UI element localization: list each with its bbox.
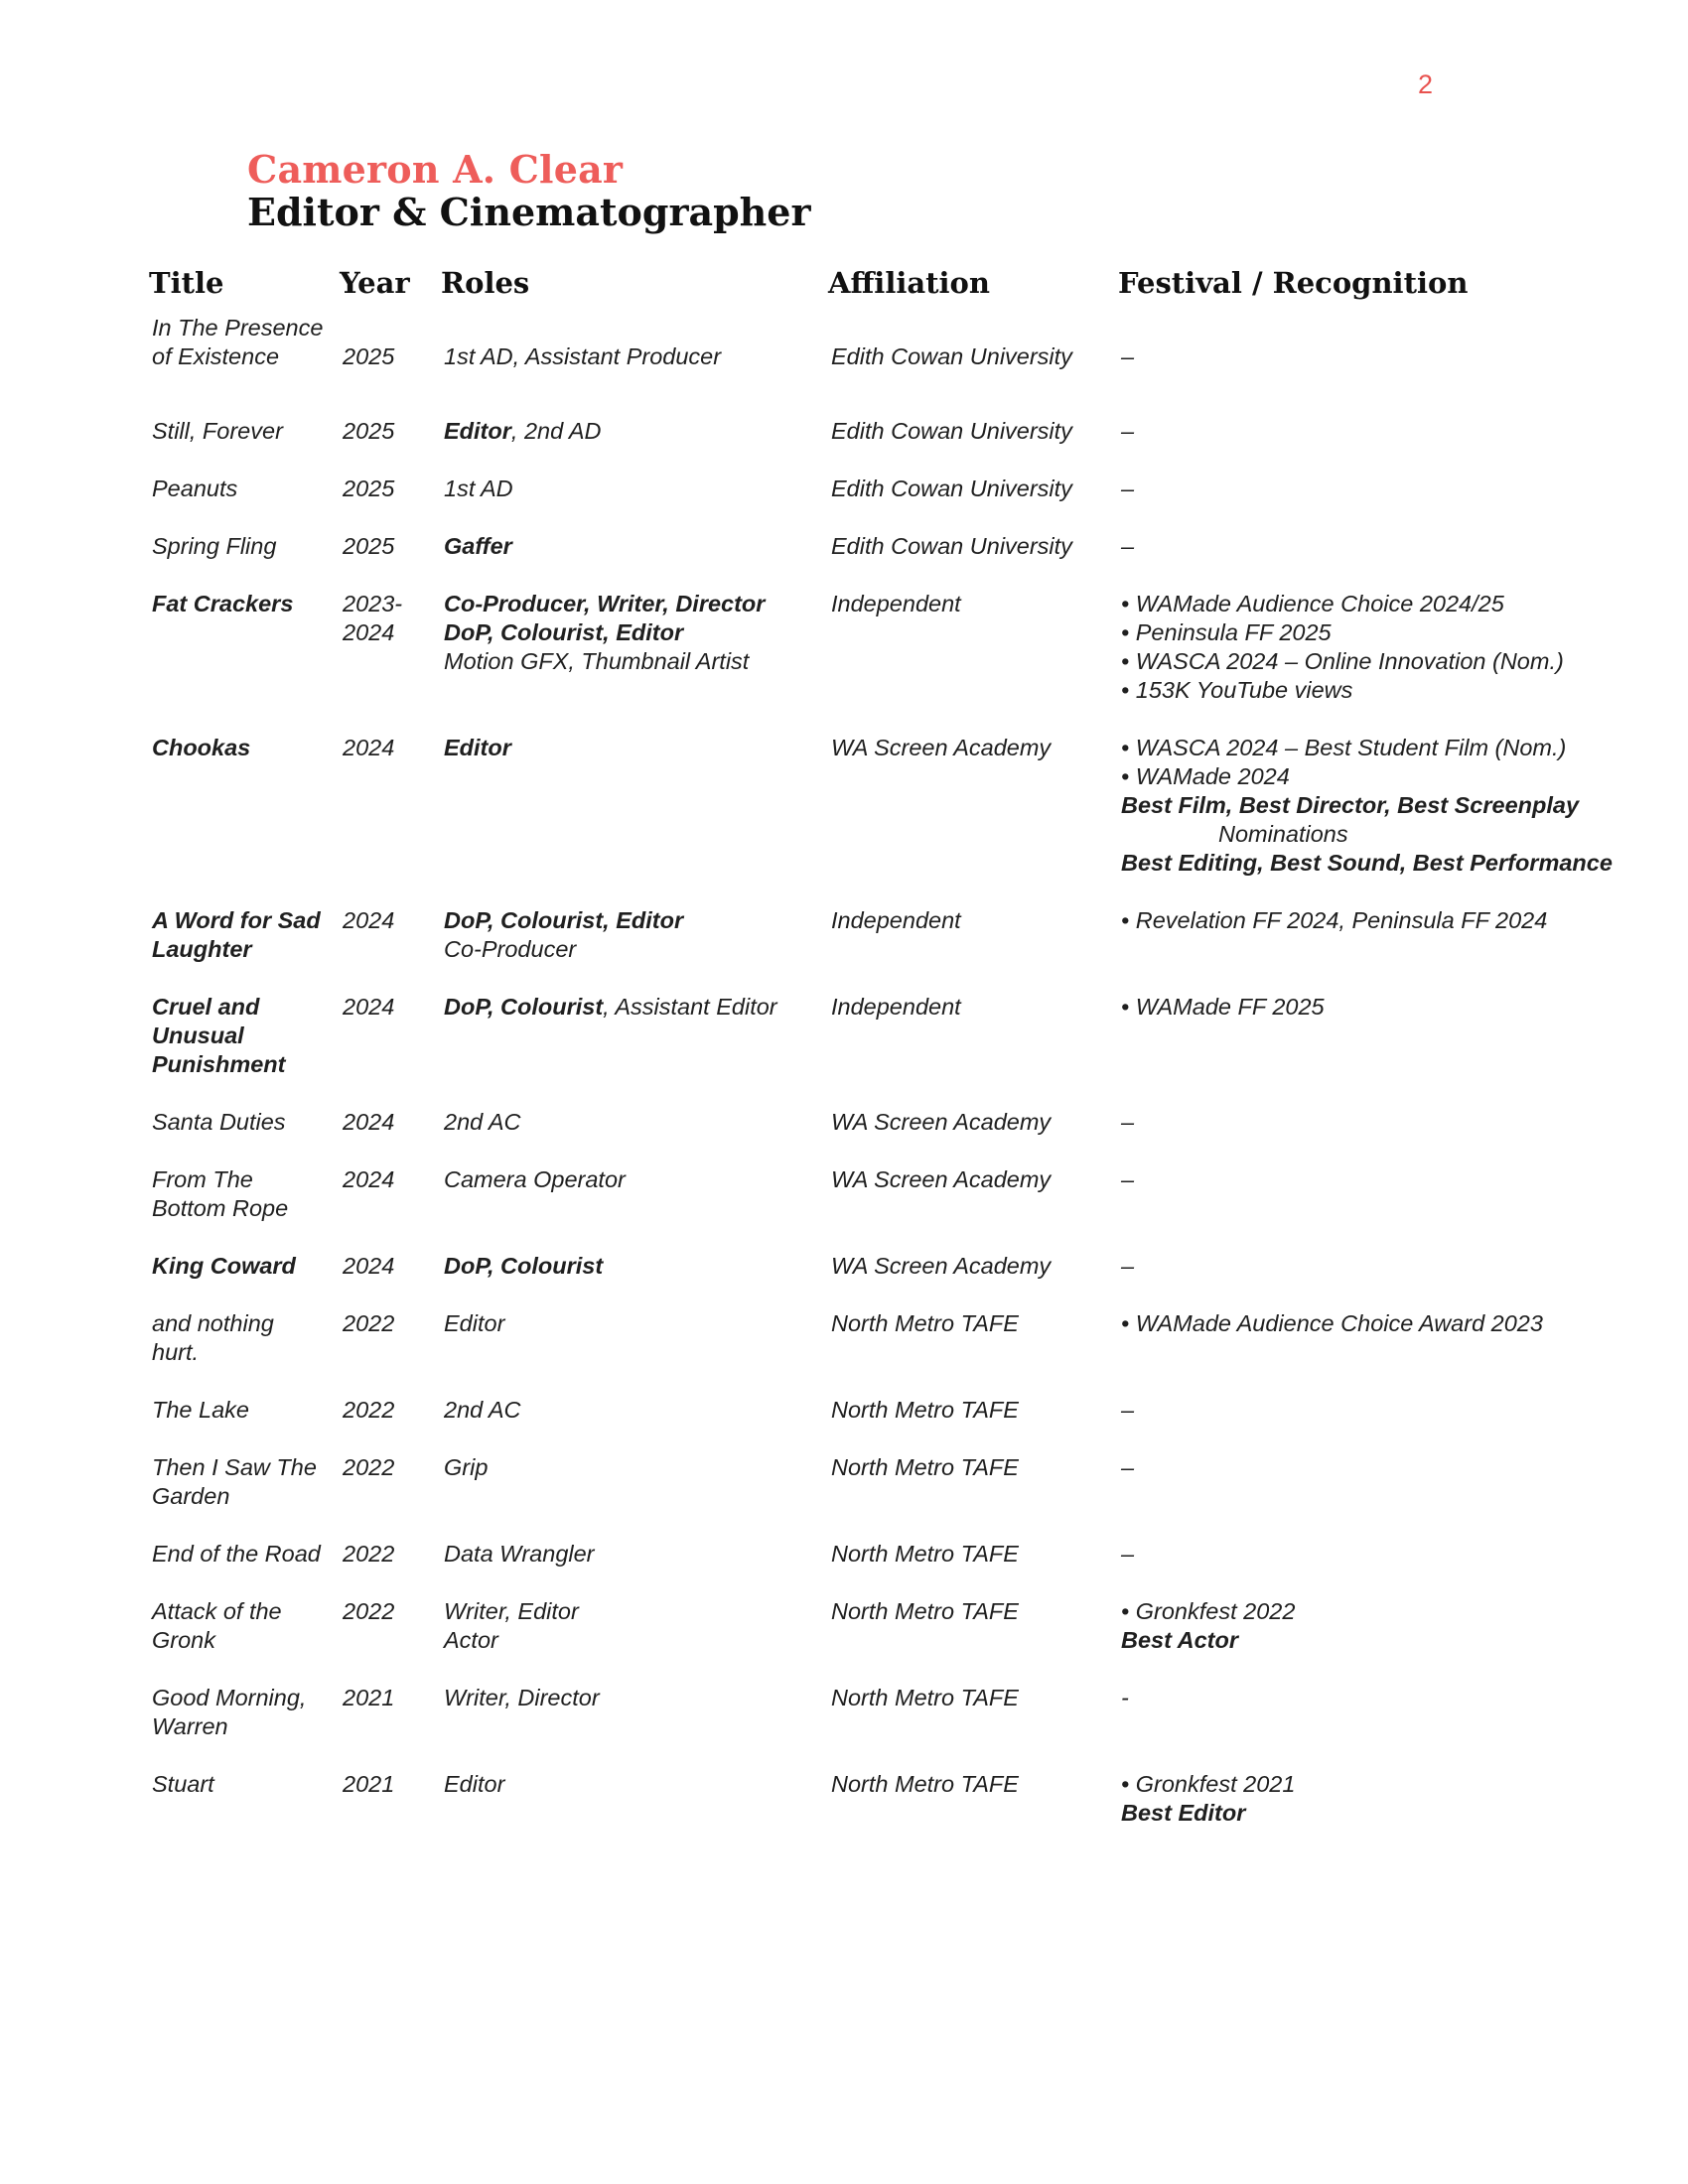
award-text: • WAMade FF 2025: [1121, 994, 1325, 1020]
credit-affiliation: [828, 314, 1118, 417]
credit-title-line: of Existence: [152, 343, 280, 369]
role-text: Writer, Director: [444, 1685, 600, 1710]
credit-title-line: Unusual: [152, 1023, 244, 1048]
award-text: –: [1121, 533, 1135, 559]
credit-title-line: Spring Fling: [152, 533, 277, 559]
column-header-year: Year: [340, 266, 410, 300]
award-text-bold: Best Film, Best Director, Best Screenplay: [1121, 792, 1580, 818]
table-row: [149, 1597, 1579, 1684]
credit-title-line: Attack of the: [152, 1598, 282, 1624]
award-text-bold: Best Editor: [1121, 1800, 1246, 1826]
credit-affiliation-line: North Metro TAFE: [831, 1310, 1019, 1336]
role-text: Editor: [444, 1771, 505, 1797]
credit-roles: [441, 1453, 828, 1540]
credit-year: [340, 906, 441, 993]
award-text: • Gronkfest 2022: [1121, 1598, 1296, 1624]
credit-title: [149, 314, 340, 417]
credit-year-line: 2022: [343, 1598, 395, 1624]
award-text: • WASCA 2024 – Online Innovation (Nom.): [1121, 648, 1564, 674]
credit-festival: [1118, 1540, 1579, 1597]
table-row: [149, 1309, 1579, 1396]
credit-year: [340, 1396, 441, 1453]
festival-line: [1121, 314, 1579, 342]
credit-roles: [441, 1309, 828, 1396]
role-text-bold: DoP, Colourist: [444, 1253, 604, 1279]
credit-roles-line: [444, 1453, 828, 1482]
credit-year: [340, 314, 441, 417]
credit-year: [340, 532, 441, 590]
credit-year: [340, 1108, 441, 1165]
award-text: [1121, 315, 1128, 341]
festival-line: [1121, 1108, 1579, 1137]
credit-title-line: A Word for Sad: [152, 907, 321, 933]
credit-roles-line: [444, 1770, 828, 1799]
role-text: Camera Operator: [444, 1166, 626, 1192]
credit-affiliation-line: North Metro TAFE: [831, 1685, 1019, 1710]
table-row: [149, 1770, 1579, 1856]
role-text: , Assistant Editor: [603, 994, 777, 1020]
credit-title: [149, 1309, 340, 1396]
festival-line: [1121, 1309, 1579, 1338]
credit-roles: [441, 532, 828, 590]
table-row: [149, 1108, 1579, 1165]
credit-title: [149, 1540, 340, 1597]
role-text: 1st AD, Assistant Producer: [444, 343, 722, 369]
credit-roles-line: [444, 532, 828, 561]
credit-year-line: 2025: [343, 533, 395, 559]
festival-line: [1121, 1540, 1579, 1569]
credit-affiliation-line: WA Screen Academy: [831, 1253, 1052, 1279]
role-text: Co-Producer: [444, 936, 577, 962]
person-subtitle: Editor & Cinematographer: [247, 189, 811, 234]
role-text: Grip: [444, 1454, 489, 1480]
table-row: [149, 1252, 1579, 1309]
festival-line: [1121, 618, 1579, 647]
column-header-affiliation: Affiliation: [828, 266, 990, 300]
credit-roles: [441, 1165, 828, 1252]
credit-festival: [1118, 475, 1579, 532]
credit-festival: [1118, 1108, 1579, 1165]
credit-title-line: Peanuts: [152, 476, 238, 501]
credit-roles: [441, 1108, 828, 1165]
table-row: [149, 1453, 1579, 1540]
festival-line: [1121, 1770, 1579, 1799]
credit-roles: [441, 906, 828, 993]
credit-year: [340, 1597, 441, 1684]
credit-year: [340, 1165, 441, 1252]
credit-festival: [1118, 1684, 1579, 1770]
column-header-festival: Festival / Recognition: [1118, 266, 1469, 300]
credit-title-line: Gronk: [152, 1627, 215, 1653]
award-text-bold: Best Actor: [1121, 1627, 1238, 1653]
credit-year-line: 2024: [343, 1166, 395, 1192]
award-text-bold: Best Editing, Best Sound, Best Performance: [1121, 850, 1613, 876]
festival-line: [1121, 676, 1579, 705]
festival-line: [1121, 417, 1579, 446]
festival-line: [1121, 590, 1579, 618]
role-text: 2nd AC: [444, 1397, 521, 1423]
credit-year-line: 2023-: [343, 591, 403, 616]
award-text: –: [1121, 1397, 1135, 1423]
award-text: Nominations: [1218, 821, 1348, 847]
person-name: Cameron A. Clear: [247, 147, 624, 192]
credit-title: [149, 1684, 340, 1770]
credit-title-line: and nothing: [152, 1310, 274, 1336]
credit-year: [340, 993, 441, 1108]
festival-line: [1121, 1252, 1579, 1281]
credit-roles-line: [444, 993, 828, 1022]
credit-title: [149, 1396, 340, 1453]
role-text-bold: Gaffer: [444, 533, 512, 559]
credit-roles-line: [444, 1684, 828, 1712]
role-text-bold: Editor: [444, 735, 511, 760]
festival-line: [1121, 993, 1579, 1022]
credit-affiliation-line: North Metro TAFE: [831, 1771, 1019, 1797]
credit-year-line: 2022: [343, 1541, 395, 1567]
credit-roles: [441, 1396, 828, 1453]
page-number: 2: [1418, 69, 1434, 99]
credit-year-line: 2022: [343, 1397, 395, 1423]
festival-line: [1121, 820, 1579, 849]
award-text: • WAMade 2024: [1121, 763, 1290, 789]
credit-affiliation: [828, 475, 1118, 532]
table-row: [149, 1684, 1579, 1770]
credit-roles: [441, 475, 828, 532]
role-text: Writer, Editor: [444, 1598, 579, 1624]
festival-line: [1121, 1597, 1579, 1626]
credit-affiliation: [828, 906, 1118, 993]
role-text: , 2nd AD: [510, 418, 602, 444]
credit-affiliation: [828, 590, 1118, 734]
table-row: [149, 590, 1579, 734]
credit-year: [340, 1770, 441, 1856]
credit-title-line: Then I Saw The: [152, 1454, 317, 1480]
credit-roles: [441, 590, 828, 734]
credits-table-header: [149, 266, 1579, 314]
credit-roles-line: [444, 1396, 828, 1425]
festival-line: [1121, 1396, 1579, 1425]
role-text: Data Wrangler: [444, 1541, 595, 1567]
award-text: • WAMade Audience Choice Award 2023: [1121, 1310, 1543, 1336]
credit-festival: [1118, 1597, 1579, 1684]
role-text: Actor: [444, 1627, 498, 1653]
credits-table: [149, 266, 1613, 1856]
credit-affiliation: [828, 1453, 1118, 1540]
credit-festival: [1118, 314, 1579, 417]
credit-roles: [441, 1540, 828, 1597]
credit-year-line: 2024: [343, 994, 395, 1020]
credit-title-line: Still, Forever: [152, 418, 283, 444]
credit-title-line: Stuart: [152, 1771, 214, 1797]
credit-title: [149, 1108, 340, 1165]
credit-year-line: 2024: [343, 1253, 395, 1279]
credit-affiliation-line: North Metro TAFE: [831, 1397, 1019, 1423]
credit-affiliation: [828, 1108, 1118, 1165]
credit-festival: [1118, 1396, 1579, 1453]
credit-festival: [1118, 532, 1579, 590]
credit-year-line: 2024: [343, 1109, 395, 1135]
credit-title-line: From The: [152, 1166, 253, 1192]
credit-year-line: 2021: [343, 1685, 395, 1710]
award-text: -: [1121, 1685, 1129, 1710]
credit-year-line: 2025: [343, 343, 395, 369]
award-text: • Gronkfest 2021: [1121, 1771, 1296, 1797]
credit-year-line: 2022: [343, 1454, 395, 1480]
credit-title: [149, 906, 340, 993]
header-row: [149, 266, 1579, 314]
credit-roles-line: [444, 1108, 828, 1137]
credit-affiliation-line: Edith Cowan University: [831, 533, 1072, 559]
credit-festival: [1118, 1252, 1579, 1309]
credit-affiliation: [828, 1540, 1118, 1597]
credit-affiliation: [828, 532, 1118, 590]
award-text: –: [1121, 418, 1135, 444]
credit-title: [149, 532, 340, 590]
credit-affiliation-line: Independent: [831, 994, 961, 1020]
credit-affiliation: [828, 417, 1118, 475]
credit-festival: [1118, 1165, 1579, 1252]
credit-year-line: [343, 314, 441, 342]
credit-affiliation-line: North Metro TAFE: [831, 1598, 1019, 1624]
credit-title-line: Fat Crackers: [152, 591, 294, 616]
credit-affiliation: [828, 1309, 1118, 1396]
credit-festival: [1118, 590, 1579, 734]
festival-line: [1121, 1626, 1579, 1655]
credit-affiliation-line: North Metro TAFE: [831, 1541, 1019, 1567]
table-row: [149, 1540, 1579, 1597]
credit-festival: [1118, 1770, 1579, 1856]
credit-year-line: 2025: [343, 476, 395, 501]
credit-roles-line: [444, 734, 828, 762]
award-text: –: [1121, 343, 1135, 369]
credit-festival: [1118, 1309, 1579, 1396]
role-text-bold: DoP, Colourist: [444, 994, 604, 1020]
credit-title-line: Laughter: [152, 936, 252, 962]
festival-line: [1121, 906, 1579, 935]
credit-festival: [1118, 417, 1579, 475]
award-text: • WAMade Audience Choice 2024/25: [1121, 591, 1504, 616]
credit-affiliation: [828, 993, 1118, 1108]
credit-roles-line: [444, 342, 828, 371]
credit-title: [149, 1770, 340, 1856]
table-row: [149, 993, 1579, 1108]
table-row: [149, 475, 1579, 532]
credit-affiliation-line: Independent: [831, 591, 961, 616]
credit-year-line: 2022: [343, 1310, 395, 1336]
credit-title: [149, 475, 340, 532]
credit-year: [340, 1453, 441, 1540]
credit-title-line: King Coward: [152, 1253, 296, 1279]
credit-title-line: In The Presence: [152, 315, 324, 341]
credit-festival: [1118, 734, 1613, 906]
festival-line: [1121, 734, 1579, 762]
credit-roles-line: [444, 935, 828, 964]
credit-title: [149, 1165, 340, 1252]
festival-line: [1121, 342, 1579, 371]
award-text: –: [1121, 476, 1135, 501]
role-text: Editor: [444, 1310, 505, 1336]
credits-table-body: [149, 314, 1613, 1856]
award-text: –: [1121, 1166, 1135, 1192]
credit-title-line: Warren: [152, 1713, 228, 1739]
credit-roles: [441, 1770, 828, 1856]
column-header-roles: Roles: [441, 266, 530, 300]
credit-year: [340, 1684, 441, 1770]
credit-title-line: The Lake: [152, 1397, 249, 1423]
credit-affiliation-line: Independent: [831, 907, 961, 933]
credit-year: [340, 1540, 441, 1597]
credit-roles-line: [444, 1165, 828, 1194]
credit-year-line: 2024: [343, 619, 395, 645]
credit-year-line: 2021: [343, 1771, 395, 1797]
credit-roles-line: [444, 647, 828, 676]
award-text: –: [1121, 1454, 1135, 1480]
credit-roles: [441, 417, 828, 475]
credit-roles-line: [444, 1540, 828, 1569]
role-text: Motion GFX, Thumbnail Artist: [444, 648, 750, 674]
credit-affiliation-line: WA Screen Academy: [831, 735, 1052, 760]
award-text: • Revelation FF 2024, Peninsula FF 2024: [1121, 907, 1548, 933]
credit-year: [340, 1309, 441, 1396]
credit-roles-line: [444, 618, 828, 647]
credit-title-line: Garden: [152, 1483, 230, 1509]
credit-roles-line: [444, 417, 828, 446]
credit-festival: [1118, 1453, 1579, 1540]
credit-affiliation-line: Edith Cowan University: [831, 476, 1072, 501]
credit-roles-line: [444, 1626, 828, 1655]
credit-roles: [441, 1684, 828, 1770]
credit-title-line: Punishment: [152, 1051, 286, 1077]
credit-affiliation: [828, 1165, 1118, 1252]
award-text: • Peninsula FF 2025: [1121, 619, 1332, 645]
credit-affiliation: [828, 1770, 1118, 1856]
role-text: [444, 315, 451, 341]
credit-roles: [441, 314, 828, 417]
credit-affiliation-line: Edith Cowan University: [831, 418, 1072, 444]
credit-roles-line: [444, 1252, 828, 1281]
role-text: 2nd AC: [444, 1109, 521, 1135]
credit-title-line: Bottom Rope: [152, 1195, 289, 1221]
credit-affiliation-line: [831, 314, 1118, 342]
credit-title: [149, 1252, 340, 1309]
festival-line: [1121, 1684, 1579, 1712]
role-text-bold: Co-Producer, Writer, Director: [444, 591, 766, 616]
credit-title-line: Cruel and: [152, 994, 260, 1020]
award-text: • 153K YouTube views: [1121, 677, 1353, 703]
table-row: [149, 314, 1579, 417]
credit-title-line: End of the Road: [152, 1541, 321, 1567]
credit-year: [340, 417, 441, 475]
award-text: –: [1121, 1253, 1135, 1279]
credit-roles: [441, 1252, 828, 1309]
award-text: –: [1121, 1541, 1135, 1567]
credit-roles: [441, 993, 828, 1108]
award-text: • WASCA 2024 – Best Student Film (Nom.): [1121, 735, 1567, 760]
credit-festival: [1118, 906, 1579, 993]
credit-year: [340, 475, 441, 532]
credit-title: [149, 590, 340, 734]
festival-line: [1121, 762, 1579, 791]
credit-affiliation: [828, 734, 1118, 906]
festival-line: [1121, 532, 1579, 561]
credit-title-line: Good Morning,: [152, 1685, 307, 1710]
cv-header: [247, 149, 810, 233]
credit-affiliation-line: WA Screen Academy: [831, 1166, 1052, 1192]
credit-roles: [441, 1597, 828, 1684]
credit-year-line: 2024: [343, 907, 395, 933]
festival-line: [1121, 1799, 1579, 1828]
credit-roles-line: [444, 590, 828, 618]
credit-roles-line: [444, 1309, 828, 1338]
table-row: [149, 532, 1579, 590]
festival-line: [1121, 1453, 1579, 1482]
credit-title: [149, 1597, 340, 1684]
credit-year-line: 2025: [343, 418, 395, 444]
credit-roles-line: [444, 475, 828, 503]
credit-roles: [441, 734, 828, 906]
credit-title: [149, 1453, 340, 1540]
credit-year-line: 2024: [343, 735, 395, 760]
credit-affiliation: [828, 1684, 1118, 1770]
table-row: [149, 1165, 1579, 1252]
credit-title-line: Chookas: [152, 735, 251, 760]
credit-affiliation-line: Edith Cowan University: [831, 343, 1072, 369]
column-header-title: Title: [149, 266, 224, 300]
credit-roles-line: [444, 314, 828, 342]
festival-line: [1121, 475, 1579, 503]
credit-roles-line: [444, 1597, 828, 1626]
credit-affiliation: [828, 1252, 1118, 1309]
role-text-bold: Editor: [444, 418, 511, 444]
credit-title-line: Santa Duties: [152, 1109, 286, 1135]
festival-line: [1121, 1165, 1579, 1194]
festival-line: [1121, 849, 1613, 878]
table-row: [149, 734, 1579, 906]
table-row: [149, 906, 1579, 993]
credit-affiliation: [828, 1396, 1118, 1453]
credit-year: [340, 734, 441, 906]
role-text-bold: DoP, Colourist, Editor: [444, 907, 684, 933]
festival-line: [1121, 647, 1579, 676]
festival-line: [1121, 791, 1579, 820]
credit-year: [340, 1252, 441, 1309]
role-text: 1st AD: [444, 476, 513, 501]
table-row: [149, 1396, 1579, 1453]
credit-year: [340, 590, 441, 734]
credit-title: [149, 993, 340, 1108]
credit-title: [149, 417, 340, 475]
award-text: –: [1121, 1109, 1135, 1135]
credit-affiliation: [828, 1597, 1118, 1684]
credit-title: [149, 734, 340, 906]
credit-affiliation-line: North Metro TAFE: [831, 1454, 1019, 1480]
role-text-bold: DoP, Colourist, Editor: [444, 619, 684, 645]
table-row: [149, 417, 1579, 475]
credit-roles-line: [444, 906, 828, 935]
credit-festival: [1118, 993, 1579, 1108]
credit-title-line: hurt.: [152, 1339, 200, 1365]
credit-affiliation-line: WA Screen Academy: [831, 1109, 1052, 1135]
